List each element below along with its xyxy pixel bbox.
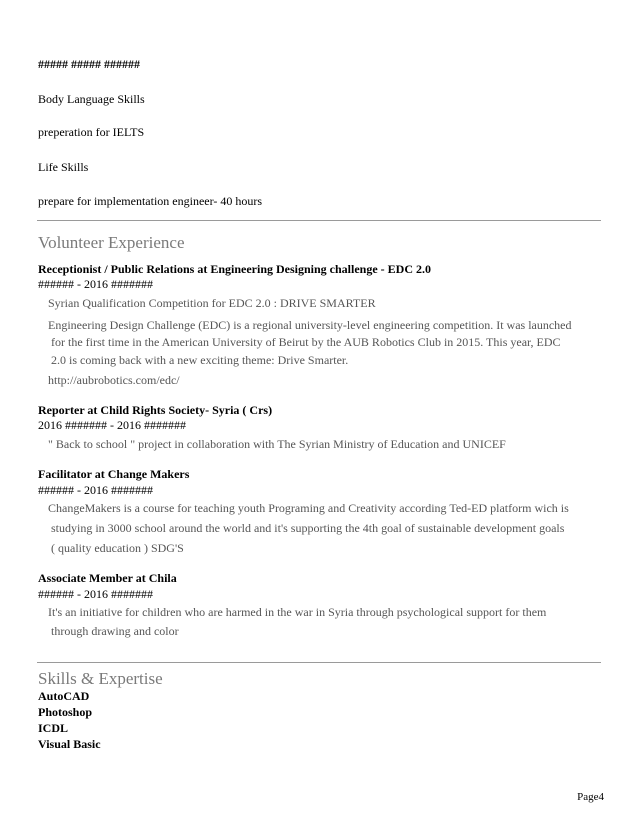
skill-item: Photoshop	[38, 705, 93, 719]
skills-section-title: Skills & Expertise	[38, 669, 163, 688]
volunteer-role: Reporter at Child Rights Society- Syria ( Crs)	[38, 403, 273, 417]
volunteer-role: Receptionist / Public Relations at Engineering Designing challenge - EDC 2.0	[38, 262, 431, 276]
volunteer-dates: 2016 ####### - 2016 #######	[38, 418, 186, 432]
skill-item: ICDL	[38, 721, 69, 735]
courses-heading: ##### ##### ######	[38, 57, 140, 71]
course-item: preperation for IELTS	[38, 125, 145, 139]
volunteer-description: through drawing and color	[51, 624, 179, 638]
volunteer-description: Syrian Qualification Competition for EDC 2.0 : DRIVE SMARTER	[48, 296, 376, 310]
skill-item: Visual Basic	[38, 737, 101, 751]
volunteer-section-title: Volunteer Experience	[38, 233, 185, 252]
volunteer-description: " Back to school " project in collaboration with The Syrian Ministry of Education and UNICEF	[48, 437, 506, 451]
course-item: Body Language Skills	[38, 92, 145, 106]
volunteer-description: ChangeMakers is a course for teaching youth Programing and Creativity according Ted-ED platform wich is	[48, 501, 569, 515]
volunteer-dates: ###### - 2016 #######	[38, 483, 153, 497]
volunteer-dates: ###### - 2016 #######	[38, 587, 153, 601]
volunteer-link: http://aubrobotics.com/edc/	[48, 373, 180, 387]
course-item: Life Skills	[38, 160, 89, 174]
volunteer-dates: ###### - 2016 #######	[38, 277, 153, 291]
skill-item: AutoCAD	[38, 689, 90, 703]
course-item: prepare for implementation engineer- 40 hours	[38, 194, 263, 208]
page-number: Page4	[577, 791, 604, 803]
volunteer-description: ( quality education ) SDG'S	[51, 541, 184, 555]
volunteer-description: 2.0 is coming back with a new exciting theme: Drive Smarter.	[51, 353, 349, 367]
section-divider	[37, 220, 601, 221]
volunteer-description: studying in 3000 school around the world and it's supporting the 4th goal of sustainable development goals	[51, 521, 565, 535]
volunteer-description: for the first time in the American University of Beirut by the AUB Robotics Club in 2015. This year, EDC	[51, 335, 561, 349]
section-divider	[37, 662, 601, 663]
volunteer-role: Associate Member at Chila	[38, 571, 177, 585]
volunteer-description: It's an initiative for children who are harmed in the war in Syria through psychological support for them	[48, 605, 547, 619]
volunteer-role: Facilitator at Change Makers	[38, 467, 190, 481]
volunteer-description: Engineering Design Challenge (EDC) is a regional university-level engineering competition. It was launched	[48, 318, 572, 332]
